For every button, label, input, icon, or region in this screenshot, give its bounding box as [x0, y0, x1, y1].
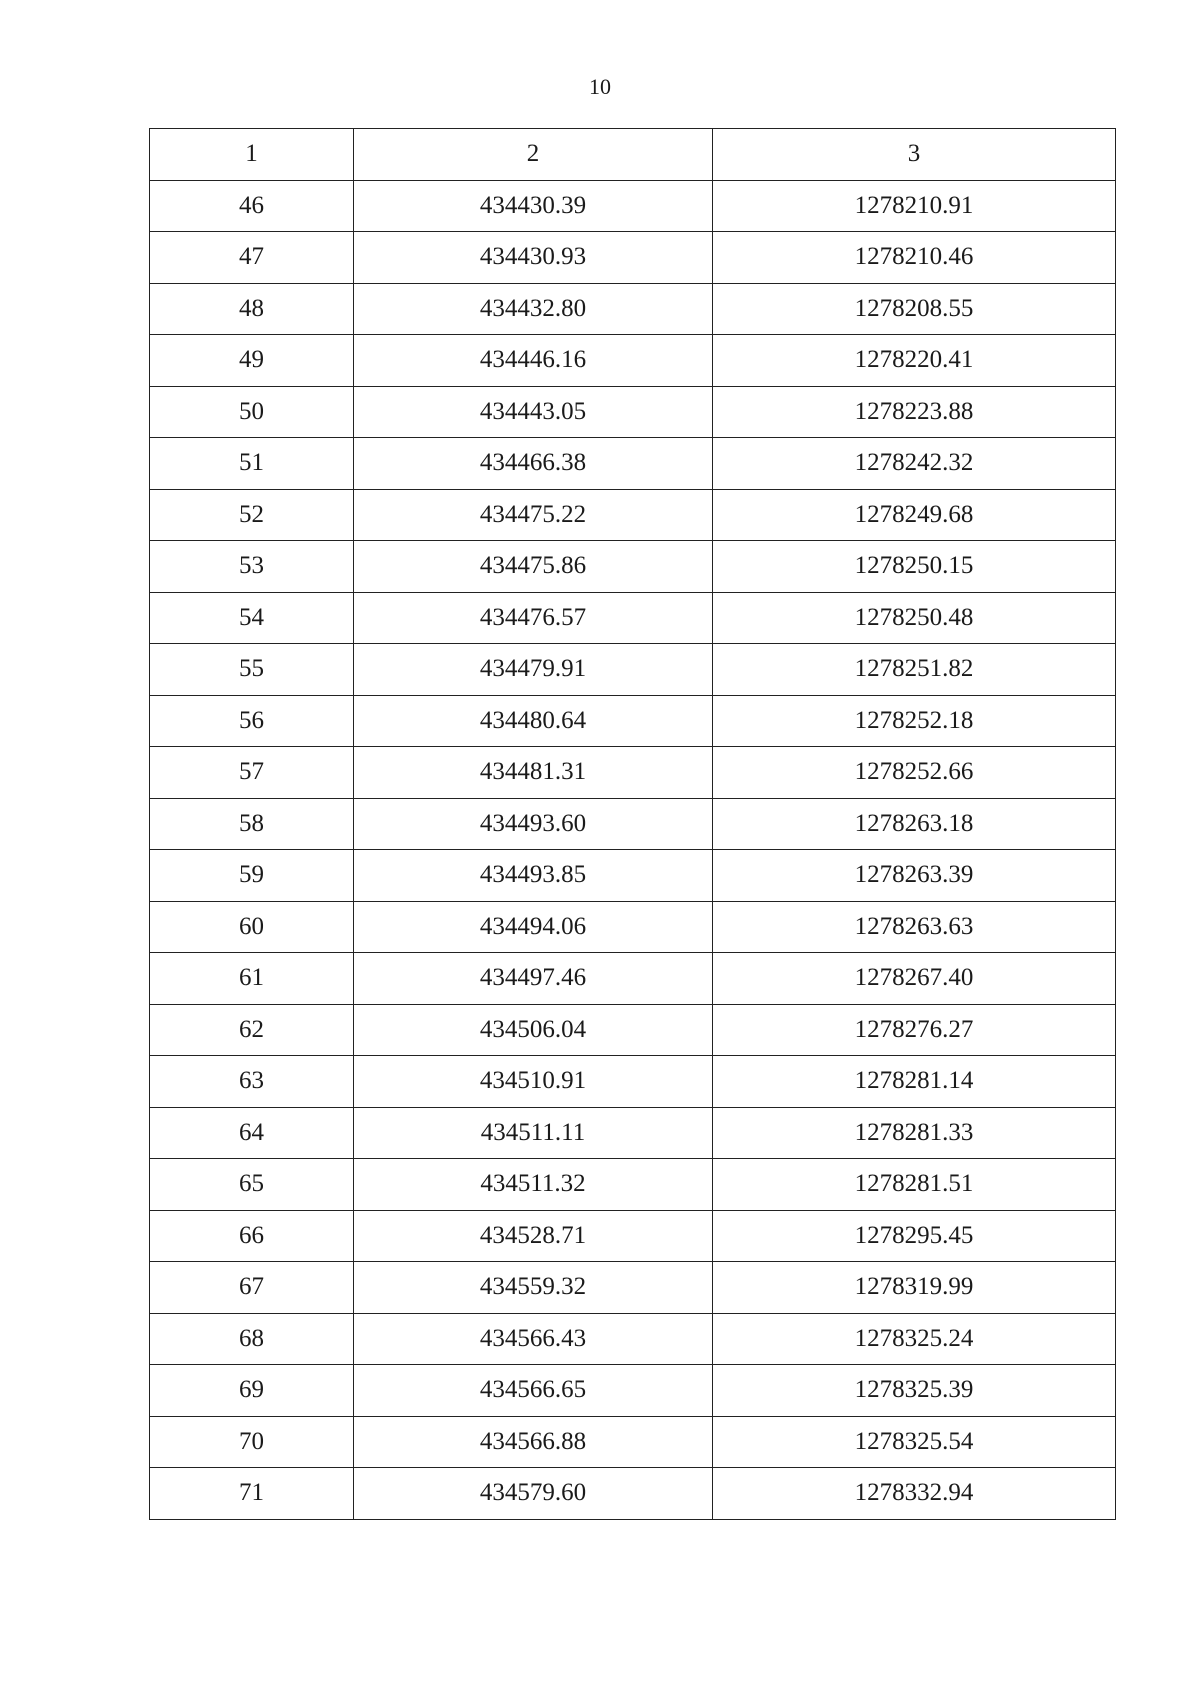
y-coordinate-cell: 1278325.24 [713, 1313, 1116, 1365]
y-coordinate-cell: 1278251.82 [713, 644, 1116, 696]
point-number-cell: 53 [150, 541, 354, 593]
x-coordinate-cell: 434579.60 [354, 1468, 713, 1520]
point-number-cell: 71 [150, 1468, 354, 1520]
point-number-cell: 69 [150, 1365, 354, 1417]
x-coordinate-cell: 434559.32 [354, 1262, 713, 1314]
x-coordinate-cell: 434481.31 [354, 747, 713, 799]
point-number-cell: 47 [150, 232, 354, 284]
point-number-cell: 67 [150, 1262, 354, 1314]
x-coordinate-cell: 434493.85 [354, 850, 713, 902]
table-row [150, 489, 1116, 541]
table-row [150, 1004, 1116, 1056]
y-coordinate-cell: 1278223.88 [713, 386, 1116, 438]
table-row [150, 1365, 1116, 1417]
table-row [150, 1056, 1116, 1108]
x-coordinate-cell: 434511.32 [354, 1159, 713, 1211]
table-row [150, 695, 1116, 747]
x-coordinate-cell: 434443.05 [354, 386, 713, 438]
table-row [150, 953, 1116, 1005]
y-coordinate-cell: 1278325.54 [713, 1416, 1116, 1468]
y-coordinate-cell: 1278250.48 [713, 592, 1116, 644]
y-coordinate-cell: 1278263.63 [713, 901, 1116, 953]
y-coordinate-cell: 1278276.27 [713, 1004, 1116, 1056]
point-number-cell: 64 [150, 1107, 354, 1159]
point-number-cell: 49 [150, 335, 354, 387]
x-coordinate-cell: 434510.91 [354, 1056, 713, 1108]
y-coordinate-cell: 1278281.33 [713, 1107, 1116, 1159]
y-coordinate-cell: 1278252.18 [713, 695, 1116, 747]
table-row [150, 1159, 1116, 1211]
x-coordinate-cell: 434446.16 [354, 335, 713, 387]
header-cell: 2 [354, 129, 713, 181]
y-coordinate-cell: 1278319.99 [713, 1262, 1116, 1314]
table-row [150, 386, 1116, 438]
x-coordinate-cell: 434493.60 [354, 798, 713, 850]
table-row [150, 798, 1116, 850]
x-coordinate-cell: 434506.04 [354, 1004, 713, 1056]
table-row [150, 180, 1116, 232]
x-coordinate-cell: 434476.57 [354, 592, 713, 644]
table-row [150, 1468, 1116, 1520]
point-number-cell: 59 [150, 850, 354, 902]
y-coordinate-cell: 1278325.39 [713, 1365, 1116, 1417]
x-coordinate-cell: 434511.11 [354, 1107, 713, 1159]
table-row [150, 1262, 1116, 1314]
y-coordinate-cell: 1278220.41 [713, 335, 1116, 387]
y-coordinate-cell: 1278250.15 [713, 541, 1116, 593]
table-row [150, 901, 1116, 953]
point-number-cell: 66 [150, 1210, 354, 1262]
table-row [150, 747, 1116, 799]
table-row [150, 438, 1116, 490]
y-coordinate-cell: 1278332.94 [713, 1468, 1116, 1520]
x-coordinate-cell: 434466.38 [354, 438, 713, 490]
y-coordinate-cell: 1278267.40 [713, 953, 1116, 1005]
table-header-row [150, 129, 1116, 181]
point-number-cell: 61 [150, 953, 354, 1005]
point-number-cell: 70 [150, 1416, 354, 1468]
x-coordinate-cell: 434528.71 [354, 1210, 713, 1262]
point-number-cell: 52 [150, 489, 354, 541]
point-number-cell: 63 [150, 1056, 354, 1108]
table-row [150, 644, 1116, 696]
x-coordinate-cell: 434430.93 [354, 232, 713, 284]
page-number: 10 [589, 74, 611, 99]
point-number-cell: 60 [150, 901, 354, 953]
table-row [150, 1210, 1116, 1262]
table-row [150, 232, 1116, 284]
point-number-cell: 48 [150, 283, 354, 335]
x-coordinate-cell: 434566.65 [354, 1365, 713, 1417]
point-number-cell: 57 [150, 747, 354, 799]
x-coordinate-cell: 434566.43 [354, 1313, 713, 1365]
y-coordinate-cell: 1278281.51 [713, 1159, 1116, 1211]
table-row [150, 335, 1116, 387]
header-cell: 3 [713, 129, 1116, 181]
table-row [150, 283, 1116, 335]
point-number-cell: 58 [150, 798, 354, 850]
point-number-cell: 54 [150, 592, 354, 644]
y-coordinate-cell: 1278210.91 [713, 180, 1116, 232]
point-number-cell: 55 [150, 644, 354, 696]
coordinates-table [149, 128, 1116, 1520]
x-coordinate-cell: 434480.64 [354, 695, 713, 747]
y-coordinate-cell: 1278210.46 [713, 232, 1116, 284]
table-row [150, 1416, 1116, 1468]
table-row [150, 850, 1116, 902]
header-cell: 1 [150, 129, 354, 181]
x-coordinate-cell: 434479.91 [354, 644, 713, 696]
x-coordinate-cell: 434475.22 [354, 489, 713, 541]
point-number-cell: 50 [150, 386, 354, 438]
y-coordinate-cell: 1278295.45 [713, 1210, 1116, 1262]
table-row [150, 1313, 1116, 1365]
point-number-cell: 51 [150, 438, 354, 490]
table-row [150, 541, 1116, 593]
y-coordinate-cell: 1278263.18 [713, 798, 1116, 850]
x-coordinate-cell: 434494.06 [354, 901, 713, 953]
x-coordinate-cell: 434432.80 [354, 283, 713, 335]
point-number-cell: 62 [150, 1004, 354, 1056]
x-coordinate-cell: 434430.39 [354, 180, 713, 232]
x-coordinate-cell: 434497.46 [354, 953, 713, 1005]
x-coordinate-cell: 434475.86 [354, 541, 713, 593]
y-coordinate-cell: 1278208.55 [713, 283, 1116, 335]
point-number-cell: 46 [150, 180, 354, 232]
coordinates-table-body [150, 129, 1116, 1520]
point-number-cell: 68 [150, 1313, 354, 1365]
table-row [150, 592, 1116, 644]
point-number-cell: 56 [150, 695, 354, 747]
x-coordinate-cell: 434566.88 [354, 1416, 713, 1468]
y-coordinate-cell: 1278249.68 [713, 489, 1116, 541]
table-row [150, 1107, 1116, 1159]
y-coordinate-cell: 1278281.14 [713, 1056, 1116, 1108]
y-coordinate-cell: 1278242.32 [713, 438, 1116, 490]
y-coordinate-cell: 1278252.66 [713, 747, 1116, 799]
point-number-cell: 65 [150, 1159, 354, 1211]
y-coordinate-cell: 1278263.39 [713, 850, 1116, 902]
